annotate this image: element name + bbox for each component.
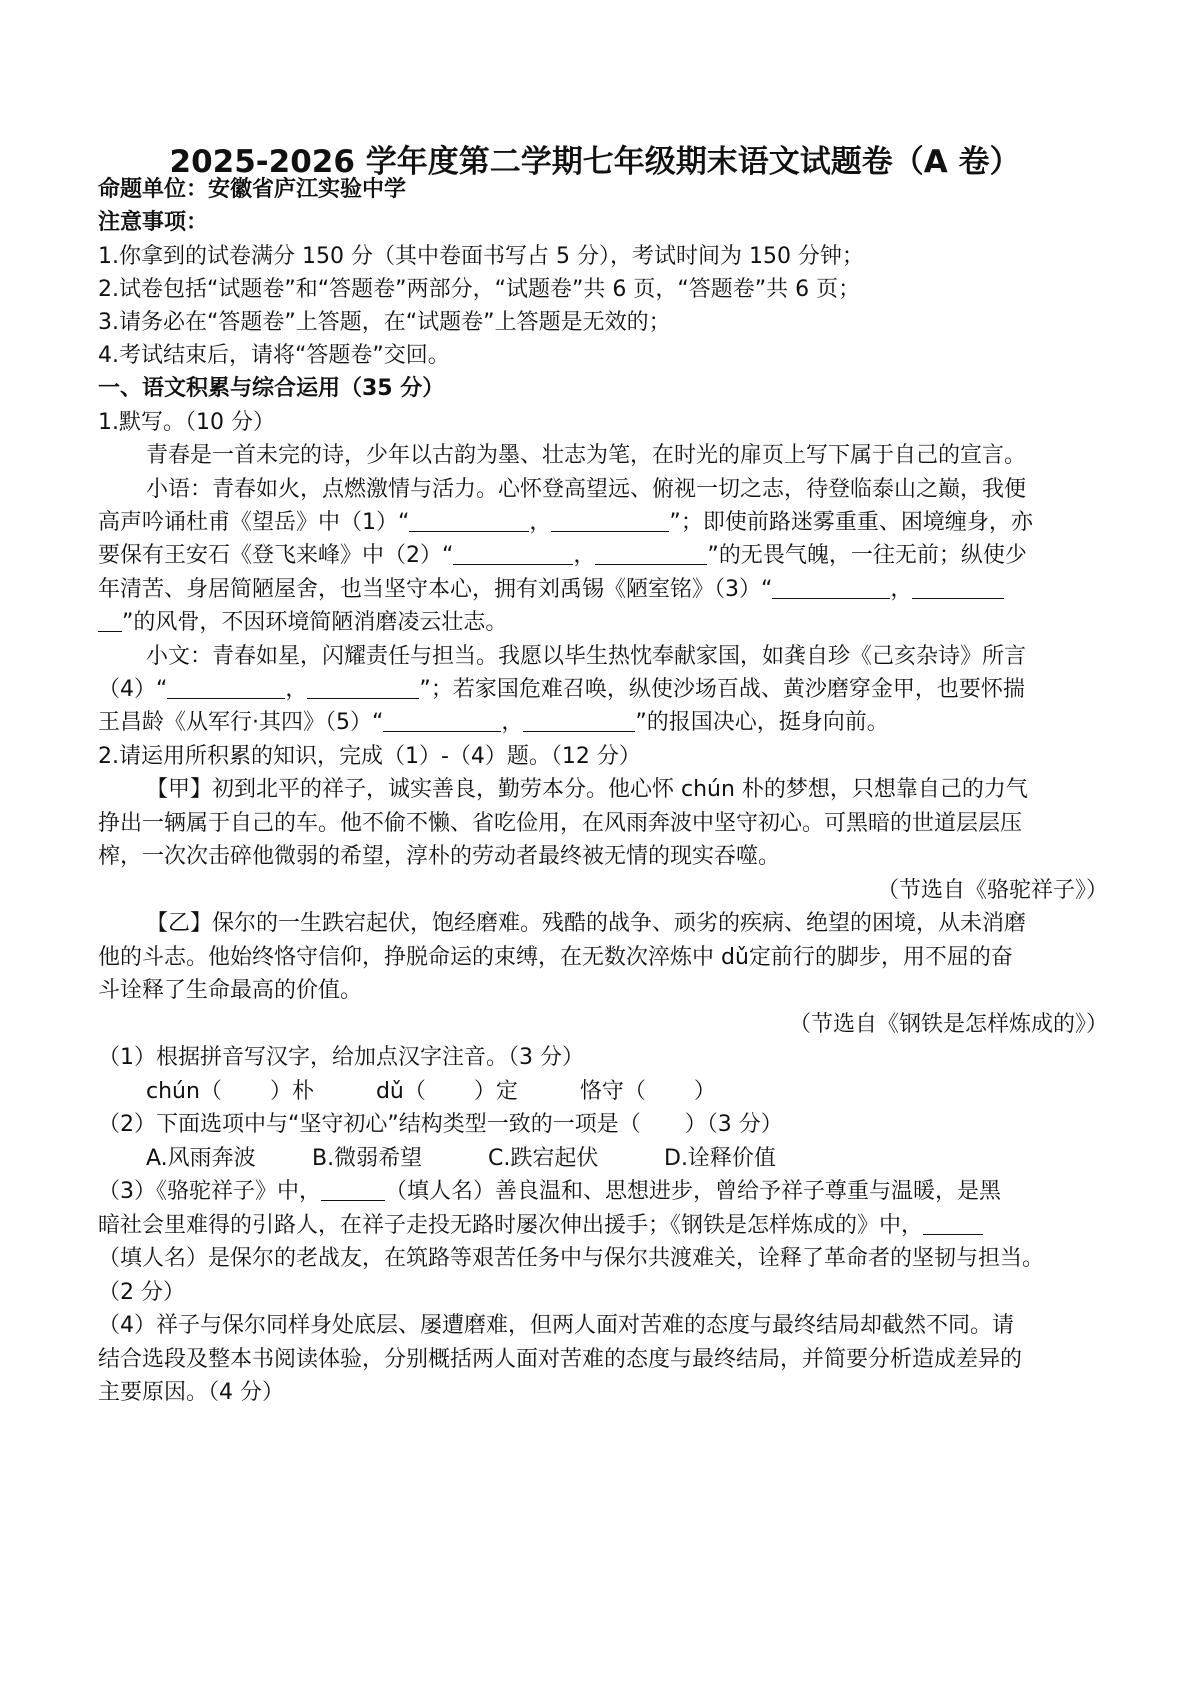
- text-segment: （4）“: [98, 677, 168, 702]
- text-segment: （3）《骆驼祥子》中，: [98, 1179, 321, 1204]
- subquestion-1: （1）根据拼音写汉字，给加点汉字注音。（3 分）: [98, 1045, 584, 1070]
- notice-item: 2.试卷包括“试题卷”和“答题卷”两部分，“试题卷”共 6 页，“答题卷”共 6 页；: [98, 277, 861, 302]
- text-segment: 要保有王安石《登飞来峰》中（2）“: [98, 543, 454, 568]
- notice-item: 1.你拿到的试卷满分 150 分（其中卷面书写占 5 分），考试时间为 150 分钟；: [98, 244, 864, 269]
- pinyin-item: dǔ（: [375, 1079, 426, 1104]
- subquestion-4: （4）祥子与保尔同样身处底层、屡遭磨难，但两人面对苦难的态度与最终结局却截然不同。请: [98, 1313, 1015, 1338]
- question-1-text: [98, 572, 1108, 608]
- passage-yi: 【乙】保尔的一生跌宕起伏，饱经磨难。残酷的战争、顽劣的疾病、绝望的困境，从未消磨: [146, 911, 1027, 936]
- option-c[interactable]: C.跌宕起伏: [488, 1146, 599, 1171]
- text-segment: ”；若家国危难召唤，纵使沙场百战、黄沙磨穿金甲，也要怀揣: [419, 677, 1025, 702]
- question-1-heading: 1.默写。（10 分）: [98, 410, 275, 435]
- answer-blank[interactable]: [307, 676, 419, 699]
- option-a[interactable]: A.风雨奔波: [146, 1146, 256, 1171]
- text-segment: ，: [573, 543, 596, 568]
- pinyin-item: ）定: [473, 1079, 518, 1104]
- subquestion-3: [98, 1174, 1108, 1210]
- pinyin-items: [146, 1074, 1156, 1110]
- text-segment: ”的报国决心，挺身向前。: [635, 710, 889, 735]
- text-segment: ，: [529, 510, 552, 535]
- subquestion-2: （2）下面选项中与“坚守初心”结构类型一致的一项是（ ）（3 分）: [98, 1112, 783, 1137]
- subquestion-4: 主要原因。（4 分）: [98, 1380, 284, 1405]
- subquestion-4: 结合选段及整本书阅读体验，分别概括两人面对苦难的态度与最终结局，并简要分析造成差异的: [98, 1347, 1023, 1372]
- subquestion-3: [98, 1208, 1108, 1244]
- notice-item: 4.考试结束后，请将“答题卷”交回。: [98, 343, 450, 368]
- answer-blank[interactable]: [321, 1178, 385, 1201]
- option-b[interactable]: B.微弱希望: [312, 1146, 423, 1171]
- passage-jia: 【甲】初到北平的祥子，诚实善良，勤劳本分。他心怀 chún 朴的梦想，只想靠自己的力气: [146, 777, 1028, 802]
- question-1-text: 小语：青春如火，点燃激情与活力。心怀登高望远、俯视一切之志，待登临泰山之巅，我便: [146, 477, 1027, 502]
- exam-title: 2025-2026 学年度第二学期七年级期末语文试题卷（A 卷）: [169, 144, 1021, 180]
- text-segment: ”的风骨，不因环境简陋消磨凌云壮志。: [122, 610, 508, 635]
- passage-source: （节选自《钢铁是怎样炼成的》）: [788, 1012, 1108, 1037]
- answer-blank[interactable]: [595, 542, 707, 565]
- text-segment: ，: [890, 577, 913, 602]
- question-1-text: [98, 672, 1108, 708]
- text-segment: ”的无畏气魄，一往无前；纵使少: [707, 543, 1027, 568]
- answer-blank[interactable]: [923, 1212, 983, 1235]
- answer-blank[interactable]: [551, 509, 669, 532]
- passage-jia: 榨，一次次击碎他微弱的希望，淳朴的劳动者最终被无情的现实吞噬。: [98, 844, 781, 869]
- text-segment: 王昌龄《从军行·其四》（5）“: [98, 710, 384, 735]
- answer-blank[interactable]: [523, 709, 635, 732]
- answer-blank[interactable]: [409, 509, 529, 532]
- text-segment: 年清苦、身居简陋屋舍，也当坚守本心，拥有刘禹锡《陋室铭》（3）“: [98, 577, 773, 602]
- answer-blank[interactable]: [772, 576, 890, 599]
- text-segment: 高声吟诵杜甫《望岳》中（1）“: [98, 510, 410, 535]
- pinyin-item: ）: [693, 1079, 716, 1104]
- passage-jia: 挣出一辆属于自己的车。他不偷不懒、省吃俭用，在风雨奔波中坚守初心。可黑暗的世道层层压: [98, 811, 1023, 836]
- option-d[interactable]: D.诠释价值: [664, 1146, 776, 1171]
- answer-blank[interactable]: [167, 676, 285, 699]
- question-1-text: [98, 605, 1108, 641]
- pinyin-item: chún（: [146, 1079, 222, 1104]
- answer-blank[interactable]: [912, 576, 1004, 599]
- section-heading: 一、语文积累与综合运用（35 分）: [98, 376, 445, 401]
- text-segment: ，: [501, 710, 524, 735]
- question-1-text: 小文：青春如星，闪耀责任与担当。我愿以毕生热忱奉献家国，如龚自珍《己亥杂诗》所言: [146, 644, 1027, 669]
- text-segment: （填人名）善良温和、思想进步，曾给予祥子尊重与温暖，是黑: [385, 1179, 1002, 1204]
- answer-blank[interactable]: [383, 709, 501, 732]
- question-1-text: [98, 705, 1108, 741]
- passage-source: （节选自《骆驼祥子》）: [876, 878, 1108, 903]
- question-2-heading: 2.请运用所积累的知识，完成（1）-（4）题。（12 分）: [98, 744, 641, 769]
- answer-blank[interactable]: [98, 609, 122, 632]
- question-1-intro: 青春是一首未完的诗，少年以古韵为墨、壮志为笔，在时光的扉页上写下属于自己的宣言。: [146, 443, 1027, 468]
- exam-unit: 命题单位：安徽省庐江实验中学: [98, 177, 407, 202]
- subquestion-3: （填人名）是保尔的老战友，在筑路等艰苦任务中与保尔共渡难关，诠释了革命者的坚韧与担当。: [98, 1246, 1045, 1271]
- answer-blank[interactable]: [453, 542, 573, 565]
- notice-heading: 注意事项：: [98, 210, 209, 235]
- passage-yi: 斗诠释了生命最高的价值。: [98, 978, 363, 1003]
- pinyin-item: ）朴: [269, 1079, 314, 1104]
- text-segment: 暗社会里难得的引路人，在祥子走投无路时屡次伸出援手；《钢铁是怎样炼成的》中，: [98, 1213, 924, 1238]
- passage-yi: 他的斗志。他始终恪守信仰，挣脱命运的束缚，在无数次淬炼中 dǔ定前行的脚步，用不屈的奋: [98, 945, 1013, 970]
- notice-item: 3.请务必在“答题卷”上答题，在“试题卷”上答题是无效的；: [98, 310, 671, 335]
- pinyin-item: 恪守（: [579, 1079, 646, 1104]
- question-1-text: [98, 538, 1108, 574]
- options-row: [146, 1141, 1156, 1177]
- subquestion-3-score: （2 分）: [98, 1280, 185, 1305]
- text-segment: ”；即使前路迷雾重重、困境缠身，亦: [669, 510, 1033, 535]
- question-1-text: [98, 505, 1108, 541]
- text-segment: ，: [285, 677, 308, 702]
